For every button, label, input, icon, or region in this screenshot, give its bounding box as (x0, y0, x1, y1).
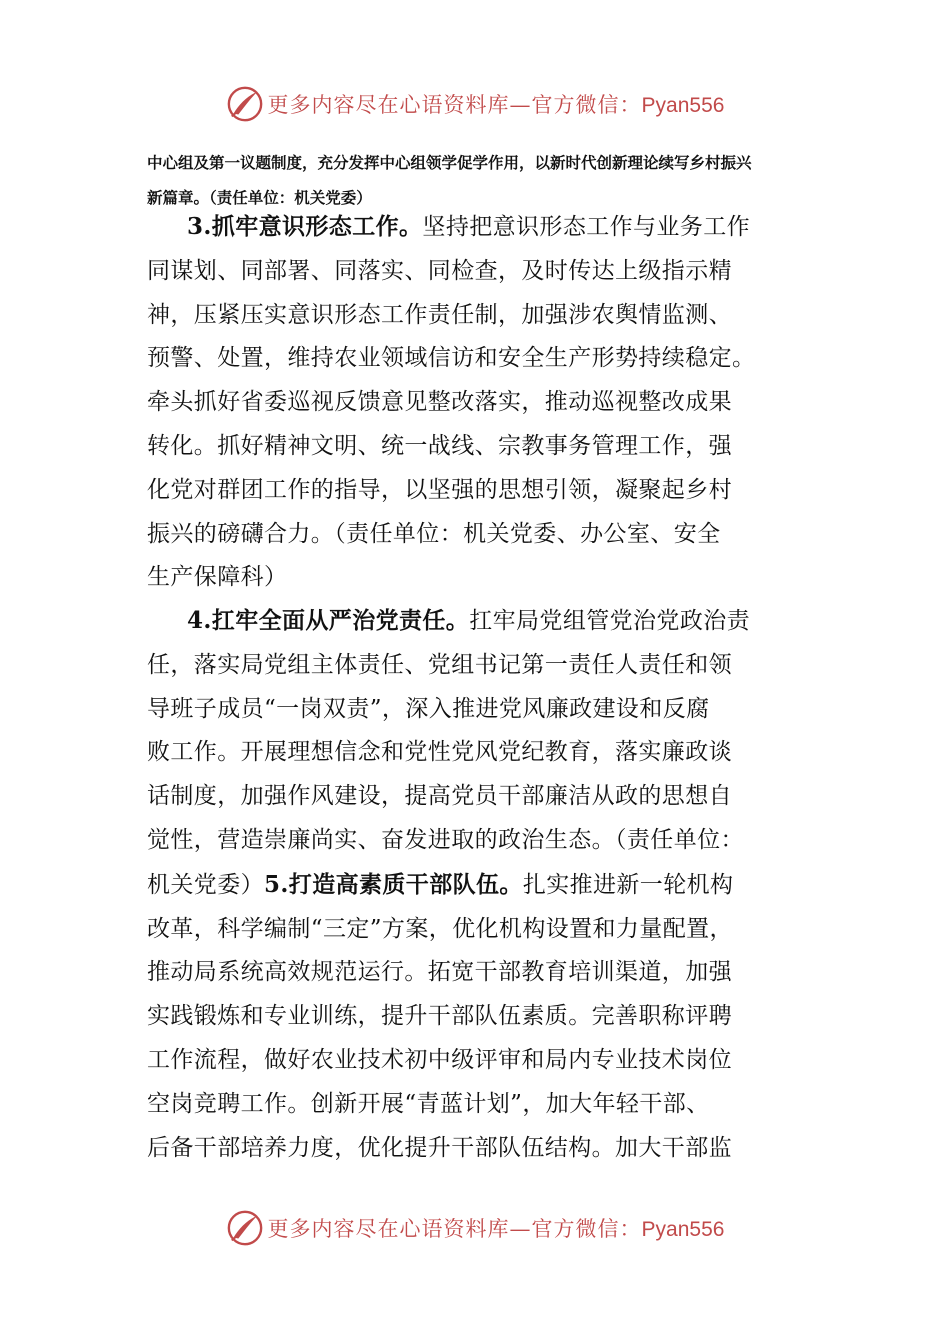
paragraph-line: 牵头抓好省委巡视反馈意见整改落实，推动巡视整改成果 (147, 389, 732, 416)
paragraph-line: 振兴的磅礴合力。（责任单位：机关党委、办公室、安全 (147, 520, 721, 547)
section-5-heading: 5.打造高素质干部队伍。 (264, 870, 523, 898)
paragraph-line: 导班子成员“一岗双责”，深入推进党风廉政建设和反腐 (147, 695, 710, 722)
paragraph-line: 任，落实局党组主体责任、党组书记第一责任人责任和领 (147, 651, 732, 678)
watermark-text: 更多内容尽在心语资料库—官方微信：Pyan556 (267, 1217, 725, 1241)
pen-logo-icon (226, 1209, 264, 1247)
section-5-first-line: 机关党委）5.打造高素质干部队伍。扎实推进新一轮机构 (147, 870, 734, 898)
paragraph-line: 预警、处置，维持农业领域信访和安全生产形势持续稳定。 (147, 345, 756, 372)
paragraph-line: 后备干部培养力度，优化提升干部队伍结构。加大干部监 (147, 1134, 732, 1161)
footer-watermark (0, 1206, 950, 1250)
paragraph-line: 化党对群团工作的指导，以坚强的思想引领，凝聚起乡村 (147, 476, 732, 503)
pen-logo-icon (226, 85, 264, 123)
paragraph-line: 生产保障科） (147, 564, 288, 591)
paragraph-line: 同谋划、同部署、同落实、同检查，及时传达上级指示精 (147, 257, 732, 284)
paragraph-line: 推动局系统高效规范运行。拓宽干部教育培训渠道，加强 (147, 959, 732, 986)
paragraph-line: 败工作。开展理想信念和党性党风党纪教育，落实廉政谈 (147, 739, 732, 766)
intro-line: 中心组及第一议题制度，充分发挥中心组领学促学作用，以新时代创新理论续写乡村振兴 (147, 155, 752, 172)
watermark-text: 更多内容尽在心语资料库—官方微信：Pyan556 (267, 93, 725, 117)
section-4-paragraph (147, 599, 797, 1170)
paragraph-line: 话制度，加强作风建设，提高党员干部廉洁从政的思想自 (147, 783, 732, 810)
paragraph-line: 改革，科学编制“三定”方案，优化机构设置和力量配置， (147, 915, 733, 942)
section-4-heading: 4.扛牢全面从严治党责任。 (187, 607, 470, 634)
paragraph-line: 觉性，营造崇廉尚实、奋发进取的政治生态。（责任单位： (147, 826, 744, 853)
paragraph-line: 工作流程，做好农业技术初中级评审和局内专业技术岗位 (147, 1046, 732, 1073)
section-3-paragraph (147, 205, 797, 600)
section-4-first-line: 4.扛牢全面从严治党责任。扛牢局党组管党治党政治责 (187, 607, 751, 634)
intro-line: 新篇章。（责任单位：机关党委） (147, 190, 372, 207)
section-3-first-line: 3.抓牢意识形态工作。坚持把意识形态工作与业务工作 (187, 213, 751, 240)
paragraph-line: 神，压紧压实意识形态工作责任制，加强涉农舆情监测、 (147, 301, 732, 328)
paragraph-line: 转化。抓好精神文明、统一战线、宗教事务管理工作，强 (147, 432, 732, 459)
paragraph-line: 实践锻炼和专业训练，提升干部队伍素质。完善职称评聘 (147, 1003, 732, 1030)
header-watermark (0, 82, 950, 126)
section-3-heading: 3.抓牢意识形态工作。 (187, 213, 423, 240)
paragraph-line: 空岗竞聘工作。创新开展“青蓝计划”，加大年轻干部、 (147, 1090, 710, 1117)
